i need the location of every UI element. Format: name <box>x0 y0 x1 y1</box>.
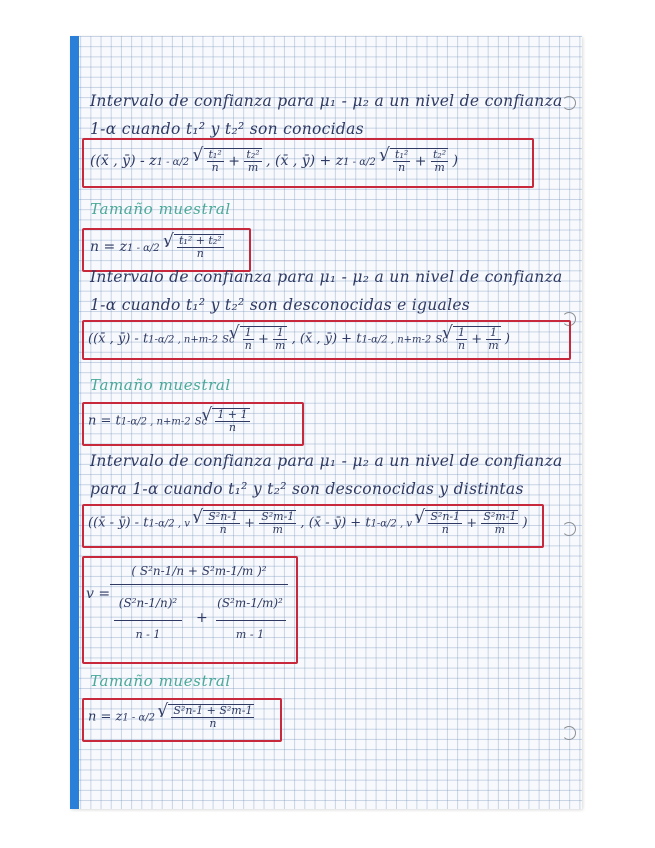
plus-sign: + <box>244 516 256 531</box>
formula-dot: · <box>154 709 168 725</box>
formula-subscript: 1 - α/2 <box>127 243 160 254</box>
section1-sample-formula: n = z1 - α/2 · √ $\frac{\text{t₁² + t₂²}}{n}$ <box>90 234 224 260</box>
formula-subscript: 1 - α/2 <box>122 712 155 724</box>
sqrt-expression <box>204 148 262 174</box>
fraction <box>456 327 467 352</box>
fraction-num: √ t₁² + t₂² <box>178 234 222 247</box>
formula-dot: · <box>189 153 203 169</box>
fraction-den: n <box>209 717 217 730</box>
formula-dot: · <box>189 515 203 531</box>
formula-sc: Sc <box>222 334 235 346</box>
section3-sample-heading: Tamaño muestral <box>90 672 231 690</box>
section3-heading-line2: para 1-α cuando t₁² y t₂² son desconocidas y distintas <box>90 480 524 498</box>
v-plus-sign: + <box>196 610 208 626</box>
fraction-den: m <box>488 339 499 352</box>
formula-mid: , (x̄ , ȳ) + z <box>261 153 344 169</box>
formula-subscript: 1-α/2 , v <box>148 518 190 530</box>
plus-sign: + <box>471 332 483 347</box>
sqrt-expression <box>168 704 254 730</box>
formula-left: n = z <box>88 709 123 725</box>
formula-end: ) <box>448 153 459 169</box>
sqrt-expression <box>240 326 288 352</box>
formula-subscript: 1 - α/2 <box>343 157 376 168</box>
graph-paper-sheet <box>70 36 582 809</box>
formula-dot: · <box>375 153 390 169</box>
fraction-num: t₂² <box>432 148 447 161</box>
v-denominator-a-den: n - 1 <box>135 628 161 641</box>
formula-end: ) <box>518 515 528 531</box>
section1-interval-formula <box>90 148 458 174</box>
v-denominator-a-line <box>114 620 182 621</box>
formula-left: n = t <box>88 413 121 429</box>
section1-heading-line2: 1-α cuando t₁² y t₂² son conocidas <box>90 120 364 138</box>
section1-heading-line1: Intervalo de confianza para μ₁ - μ₂ a un nivel de confianza <box>90 92 563 110</box>
fraction-den: n <box>441 523 449 536</box>
plus-sign: + <box>466 516 478 531</box>
section3-sample-formula <box>88 704 254 730</box>
plus-sign: + <box>257 332 269 347</box>
section2-heading-line1: Intervalo de confianza para μ₁ - μ₂ a un nivel de confianza <box>90 268 563 286</box>
fraction <box>393 149 410 174</box>
sqrt-expression <box>174 234 224 260</box>
fraction <box>206 511 240 536</box>
formula-mid: , (x̄ - ȳ) + t <box>296 515 371 531</box>
fraction-den: m <box>275 339 286 352</box>
sqrt-expression <box>390 148 448 174</box>
fraction <box>486 327 500 352</box>
fraction <box>171 705 254 730</box>
fraction-num: √ 1 + 1 <box>217 408 248 421</box>
section2-sample-formula <box>88 408 250 434</box>
formula-sc: Sc <box>435 334 448 346</box>
section2-interval-formula <box>88 326 510 352</box>
fraction <box>481 511 518 536</box>
fraction <box>207 149 224 174</box>
formula-mid: , (x̄ , ȳ) + t <box>287 331 362 347</box>
fraction <box>177 235 224 260</box>
fraction-num: √ S²n-1 + S²m-1 <box>173 704 253 717</box>
fraction-den: m <box>272 523 283 536</box>
formula-subscript: 1 - α/2 <box>156 157 190 168</box>
fraction-num: √ S²n-1 <box>208 510 239 523</box>
formula-subscript: 1-α/2 , v <box>370 518 412 530</box>
section3-interval-formula <box>88 510 528 536</box>
binder-hole-icon <box>562 726 576 740</box>
formula-subscript: 1-α/2 , n+m-2 <box>361 334 432 346</box>
fraction-den: m <box>247 161 259 174</box>
fraction <box>431 149 448 174</box>
fraction-num: 1 <box>486 327 500 340</box>
section1-sample-heading: Tamaño muestral <box>90 200 231 218</box>
v-denominator-b-line <box>216 620 286 621</box>
plus-sign: + <box>414 153 427 170</box>
fraction-num: √ S²n-1 <box>430 510 461 523</box>
fraction-den: n <box>398 161 406 174</box>
fraction-num: 1 <box>273 327 287 340</box>
v-numerator: ( S²n-1/n + S²m-1/m )² <box>131 564 267 578</box>
formula-subscript: 1-α/2 , n+m-2 <box>148 334 218 346</box>
binder-hole-icon <box>562 522 576 536</box>
binder-hole-icon <box>562 96 576 110</box>
sqrt-expression <box>453 326 501 352</box>
fraction <box>244 149 261 174</box>
v-denominator-b-den: m - 1 <box>235 628 265 641</box>
fraction-den: n <box>457 339 466 352</box>
sqrt-expression <box>212 408 249 434</box>
v-fraction-line <box>110 584 288 585</box>
formula-sc: Sc <box>194 416 208 428</box>
formula-left: n = z <box>90 239 128 255</box>
plus-sign: + <box>228 153 240 170</box>
fraction-den: m <box>494 523 506 536</box>
formula-dot: · <box>411 515 425 531</box>
sqrt-expression <box>425 510 518 536</box>
fraction <box>259 511 296 536</box>
fraction-den: n <box>211 161 219 174</box>
fraction-den: n <box>244 339 252 352</box>
formula-end: ) <box>500 331 510 347</box>
fraction-den: n <box>196 247 204 260</box>
fraction-den: m <box>434 161 445 174</box>
fraction <box>273 327 287 352</box>
fraction-num: S²m-1 <box>261 510 295 523</box>
fraction <box>215 409 249 434</box>
formula-left: ((x̄ , ȳ) - z <box>90 153 157 169</box>
formula-left: ((x̄ , ȳ) - t <box>88 331 149 347</box>
sqrt-expression <box>203 510 296 536</box>
fraction-den: n <box>219 523 227 536</box>
section2-sample-heading: Tamaño muestral <box>90 376 231 394</box>
fraction-num: √ 1 <box>243 327 254 340</box>
v-denominator-b: (S²m-1/m)² <box>217 596 283 610</box>
fraction-num: S²m-1 <box>483 510 517 523</box>
formula-subscript: 1-α/2 , n+m-2 <box>120 416 191 428</box>
fraction-num: √ t₁² <box>395 148 409 161</box>
section3-heading-line1: Intervalo de confianza para μ₁ - μ₂ a un nivel de confianza <box>90 452 563 470</box>
fraction <box>243 327 254 352</box>
fraction <box>428 511 462 536</box>
v-label: v = <box>86 586 111 602</box>
v-denominator-a: (S²n-1/n)² <box>118 596 178 610</box>
fraction-num: t₂² <box>246 148 260 161</box>
fraction-den: n <box>228 421 236 434</box>
fraction-num: √ 1 <box>456 327 467 340</box>
notebook-margin-bar <box>70 36 79 809</box>
section2-heading-line2: 1-α cuando t₁² y t₂² son desconocidas e iguales <box>90 296 471 314</box>
fraction-num: √ t₁² <box>208 148 222 161</box>
formula-left: ((x̄ - ȳ) - t <box>88 515 149 531</box>
